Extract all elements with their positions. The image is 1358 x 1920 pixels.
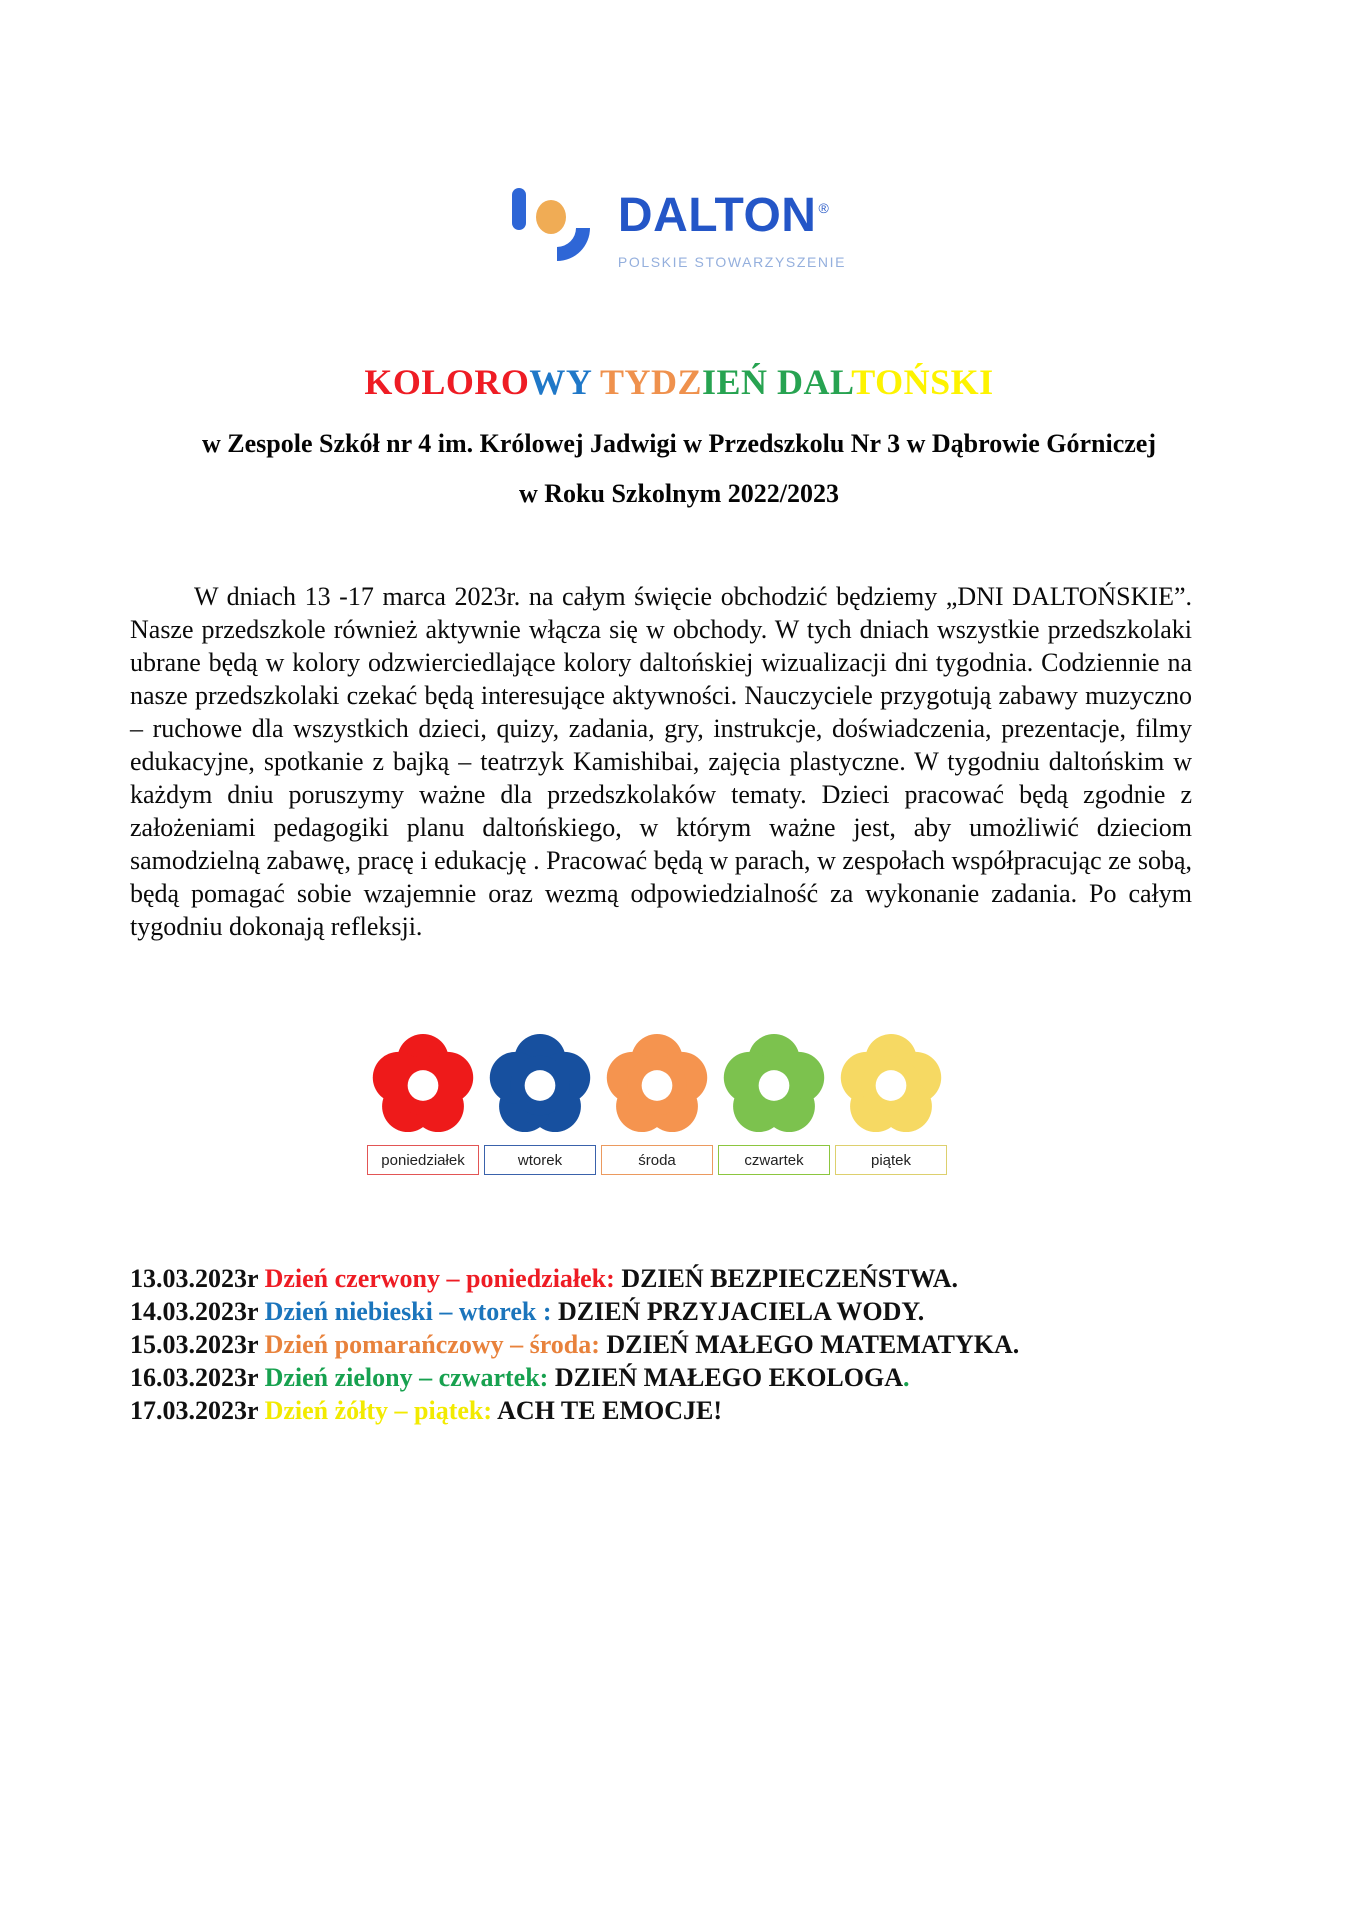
dalton-logo-mark-icon [512,186,594,262]
title-segment: TOŃSKI [851,362,994,402]
logo-swoosh-shape [557,228,590,261]
flower-icon [371,1032,475,1139]
day-label: środa [601,1145,713,1175]
schedule-segment: ACH TE EMOCJE! [497,1396,722,1425]
intro-paragraph: W dniach 13 -17 marca 2023r. na całym święcie obchodzić będziemy „DNI DALTOŃSKIE”. Nasze przedszkole również aktywnie włącza się w obchody. W tych dniach wszystkie przedszkolaki ubrane będą w kolory odzwierciedlające kolory daltońskiej wizualizacji dni tygodnia. Codziennie na nasze przedszkolaki czekać będą interesujące aktywności. Nauczyciele przygotują zabawy muzyczno – ruchowe dla wszystkich dzieci, quizy, zadania, gry, instrukcje, doświadczenia, prezentacje, filmy edukacyjne, spotkanie z bajką – teatrzyk Kamishibai, zajęcia plastyczne. W tygodniu daltońskim w każdym dniu poruszymy ważne dla przedszkolaków tematy. Dzieci pracować będą zgodnie z założeniami pedagogiki planu daltońskiego, w którym ważne jest, aby umożliwić dzieciom samodzielną zabawę, pracę i edukację . Pracować będą w parach, w zespołach współpracując ze sobą, będą pomagać sobie wzajemnie oraz wezmą odpowiedzialność za wykonanie zadania. Po całym tygodniu dokonają refleksji. [130,582,1192,941]
subtitle-school-year: w Roku Szkolnym 2022/2023 [519,479,839,508]
logo-text-block [618,186,846,270]
title-segment: KOLORO [364,362,530,402]
flower-icon [839,1032,943,1139]
day-column-wtorek [482,1032,599,1175]
day-label: poniedziałek [367,1145,479,1175]
schedule-segment: 13.03.2023r [130,1264,265,1293]
schedule-segment: Dzień czerwony – poniedziałek: [264,1264,622,1293]
schedule-segment: Dzień żółty – piątek: [264,1396,498,1425]
flower-icon [488,1032,592,1139]
schedule-segment: 17.03.2023r [130,1396,265,1425]
title-segment: WY [529,362,592,402]
schedule-segment: 15.03.2023r [130,1330,265,1359]
logo-bar-shape [512,188,526,230]
schedule-segment: DZIEŃ BEZPIECZEŃSTWA. [621,1264,958,1293]
subtitle-school: w Zespole Szkół nr 4 im. Królowej Jadwigi w Przedszkolu Nr 3 w Dąbrowie Górniczej [202,429,1156,458]
schedule-segment: DZIEŃ PRZYJACIELA WODY. [558,1297,925,1326]
day-label: czwartek [718,1145,830,1175]
schedule-segment: Dzień pomarańczowy – środa: [264,1330,607,1359]
schedule-line [130,1361,1019,1394]
page-title [0,360,1358,404]
day-label: piątek [835,1145,947,1175]
schedule-line [130,1295,1019,1328]
flower-icon [605,1032,709,1139]
logo-dot-shape [536,200,566,234]
logo-brand-text: DALTON [617,189,817,242]
schedule-segment: 14.03.2023r [130,1297,265,1326]
schedule-line [130,1328,1019,1361]
week-flowers-row [0,1032,1336,1175]
schedule-list [130,1262,1019,1427]
day-column-środa [599,1032,716,1175]
registered-trademark-icon: ® [818,200,829,216]
schedule-line [130,1394,1019,1427]
schedule-segment: DZIEŃ MAŁEGO EKOLOGA [554,1363,903,1392]
schedule-segment: Dzień zielony – czwartek: [264,1363,555,1392]
day-column-poniedziałek [365,1032,482,1175]
dalton-logo [512,186,846,270]
schedule-segment: . [902,1363,910,1392]
flower-icon [722,1032,826,1139]
day-label: wtorek [484,1145,596,1175]
logo-subtitle: POLSKIE STOWARZYSZENIE [617,254,847,270]
day-column-piątek [833,1032,950,1175]
title-segment: IEŃ DAL [701,362,852,402]
schedule-line [130,1262,1019,1295]
schedule-segment: 16.03.2023r [130,1363,265,1392]
title-segment: TYDZ [591,362,702,402]
day-column-czwartek [716,1032,833,1175]
schedule-segment: DZIEŃ MAŁEGO MATEMATYKA. [606,1330,1020,1359]
schedule-segment: Dzień niebieski – wtorek : [264,1297,559,1326]
